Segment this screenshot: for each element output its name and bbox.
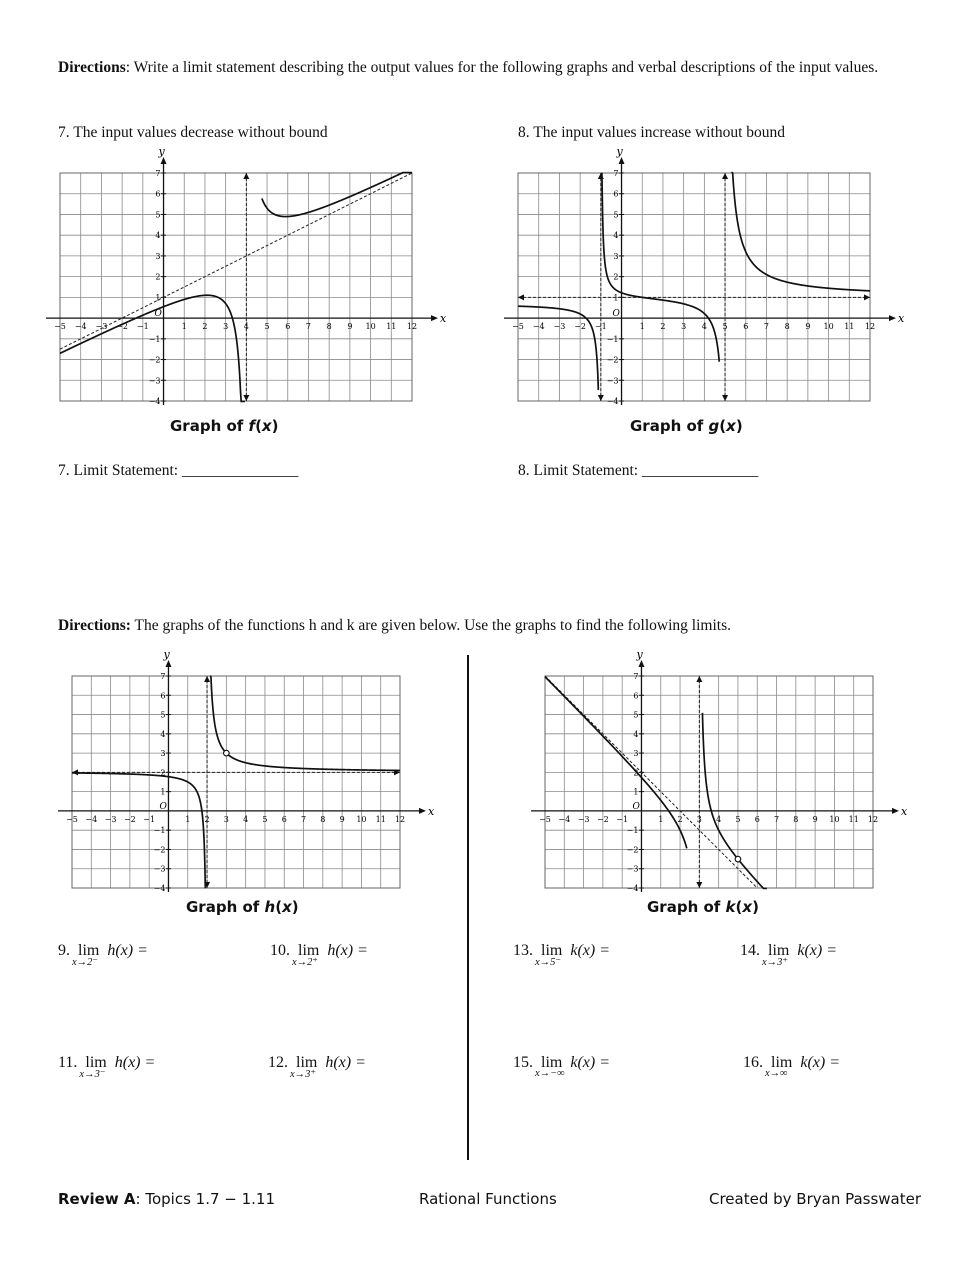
y-tick-label: 4 [613, 231, 619, 241]
limit-fn: k(x) = [800, 1054, 840, 1071]
y-tick-label: −2 [153, 845, 166, 855]
x-tick-label: −3 [95, 322, 108, 332]
graph-g-caption: Graph of g(x) [630, 417, 743, 435]
lim-word: lim [298, 942, 320, 959]
x-tick-label: 2 [677, 814, 683, 824]
x-tick-label: 12 [864, 322, 876, 332]
lim-sub: x→2⁻ [72, 957, 98, 968]
lim-sub: x→2⁺ [292, 957, 318, 968]
x-tick-label: 12 [394, 814, 406, 824]
y-axis-arrow [638, 660, 644, 667]
y-tick-label: 2 [155, 272, 161, 282]
caption-fn: h [264, 898, 276, 916]
limit-num: 13. [513, 942, 533, 959]
y-tick-label: 1 [613, 293, 619, 303]
y-tick-label: 6 [160, 691, 166, 701]
x-tick-label: 6 [743, 322, 749, 332]
curve-right-branch [262, 173, 412, 217]
x-tick-label: 10 [823, 322, 834, 332]
x-tick-label: −5 [66, 814, 78, 824]
caption-var: x [261, 417, 272, 435]
y-tick-label: 5 [613, 210, 619, 220]
vertical-asymptote-arrow [696, 882, 702, 888]
y-axis-label: y [616, 145, 623, 158]
grid-border [60, 173, 412, 401]
limit-question-13[interactable] [513, 942, 610, 968]
x-axis-arrow [892, 808, 899, 814]
y-tick-label: −4 [148, 397, 161, 406]
y-tick-label: 5 [160, 710, 166, 720]
slant-asymptote [545, 676, 757, 888]
vertical-asymptote-right-arrow [722, 173, 728, 179]
curve-left-branch [60, 295, 245, 401]
x-tick-label: −3 [577, 814, 590, 824]
limit-question-12[interactable] [268, 1054, 366, 1080]
x-tick-label: −3 [104, 814, 117, 824]
x-tick-label: 1 [658, 814, 664, 824]
x-axis-arrow [889, 315, 896, 321]
y-tick-label: 5 [155, 210, 161, 220]
x-axis-arrow [419, 808, 426, 814]
y-tick-label: −4 [626, 884, 639, 893]
y-tick-label: 3 [160, 749, 166, 759]
vertical-asymptote-arrow [696, 676, 702, 682]
origin-label: O [154, 309, 162, 320]
caption-fn: g [708, 417, 720, 435]
limit-num: 14. [740, 942, 760, 959]
x-tick-label: 12 [406, 322, 418, 332]
limit-question-11[interactable] [58, 1054, 156, 1080]
caption-var: x [726, 417, 736, 435]
x-tick-label: 8 [784, 322, 790, 332]
y-tick-label: 3 [613, 251, 619, 261]
limit-fn: k(x) = [797, 942, 837, 959]
x-tick-label: 3 [696, 814, 702, 824]
origin-label: O [159, 801, 167, 812]
vertical-asymptote-arrow [204, 676, 210, 682]
x-tick-label: 10 [365, 322, 376, 332]
lim-word: lim [296, 1054, 318, 1071]
x-tick-label: 4 [716, 814, 722, 824]
y-tick-label: 7 [633, 672, 639, 681]
x-tick-label: 2 [202, 322, 208, 332]
x-tick-label: 4 [243, 322, 249, 332]
y-tick-label: −1 [606, 334, 619, 344]
caption-text: Graph of [630, 417, 709, 435]
directions-2-label: Directions: [58, 617, 131, 634]
x-tick-label: −1 [143, 814, 156, 824]
caption-text: Graph of [186, 898, 265, 916]
y-tick-label: −3 [148, 376, 161, 386]
x-tick-label: 6 [754, 814, 760, 824]
x-tick-label: 7 [763, 322, 770, 332]
x-tick-label: 8 [793, 814, 799, 824]
directions-1-label: Directions [58, 59, 126, 76]
y-tick-label: −4 [606, 397, 619, 406]
x-tick-label: 5 [735, 814, 741, 824]
x-axis-label: x [440, 312, 447, 326]
y-axis-label: y [163, 648, 170, 661]
y-axis-label: y [158, 145, 165, 158]
y-tick-label: −1 [148, 334, 161, 344]
lim-sub: x→5⁻ [535, 957, 561, 968]
hole-point [224, 750, 230, 756]
limit-fn: h(x) = [327, 942, 368, 959]
x-tick-label: −2 [574, 322, 587, 332]
y-tick-label: 6 [613, 189, 619, 199]
directions-1-text: : Write a limit statement describing the output values for the following graphs and verbal descriptions of the input values. [125, 59, 879, 76]
curve-right-branch [210, 676, 400, 771]
x-tick-label: 9 [812, 814, 818, 824]
lim-word: lim [541, 942, 563, 959]
limit-fn: h(x) = [325, 1054, 366, 1071]
x-tick-label: −5 [539, 814, 551, 824]
x-tick-label: −2 [123, 814, 136, 824]
lim-word: lim [85, 1054, 107, 1071]
lim-word: lim [771, 1054, 793, 1071]
caption-fn: k [725, 898, 736, 916]
limit-fn: k(x) = [570, 942, 610, 959]
y-axis-arrow [619, 157, 625, 164]
x-tick-label: 6 [285, 322, 291, 332]
x-tick-label: −4 [85, 814, 98, 824]
x-tick-label: 1 [181, 322, 187, 332]
x-tick-label: 11 [375, 814, 386, 824]
x-tick-label: −4 [74, 322, 87, 332]
y-tick-label: −1 [626, 826, 639, 836]
graph-k [525, 648, 915, 893]
y-tick-label: −1 [153, 826, 166, 836]
vertical-asymptote-right-arrow [722, 395, 728, 401]
x-tick-label: 3 [223, 322, 229, 332]
x-tick-label: 4 [701, 322, 707, 332]
vertical-asymptote-left-arrow [598, 173, 604, 179]
footer-left-rest: : Topics 1.7 − 1.11 [135, 1190, 276, 1208]
limit-num: 12. [268, 1054, 288, 1071]
limit-num: 16. [743, 1054, 763, 1071]
caption-var: x [282, 898, 292, 916]
lim-word: lim [541, 1054, 563, 1071]
x-tick-label: 5 [722, 322, 728, 332]
x-tick-label: 6 [281, 814, 287, 824]
limit-num: 11. [58, 1054, 78, 1071]
caption-text: Graph of [647, 898, 726, 916]
limit-fn: h(x) = [107, 942, 148, 959]
horizontal-asymptote-arrow [864, 294, 870, 300]
x-tick-label: 7 [773, 814, 780, 824]
x-tick-label: −2 [596, 814, 609, 824]
footer-center: Rational Functions [419, 1190, 557, 1208]
x-tick-label: 11 [386, 322, 397, 332]
x-tick-label: 1 [185, 814, 191, 824]
y-tick-label: 1 [160, 787, 166, 797]
lim-word: lim [78, 942, 100, 959]
caption-fn: f [248, 417, 256, 435]
graph-h [52, 648, 442, 893]
x-tick-label: 9 [805, 322, 811, 332]
directions-1 [58, 57, 928, 79]
limit-num: 10. [270, 942, 290, 959]
y-tick-label: −2 [606, 355, 619, 365]
caption-text: Graph of [170, 417, 249, 435]
q7-statement[interactable]: 7. Limit Statement: _______________ [58, 462, 299, 479]
y-tick-label: 1 [155, 293, 161, 303]
limit-question-10[interactable] [270, 942, 368, 968]
x-tick-label: −1 [594, 322, 607, 332]
x-tick-label: 5 [264, 322, 270, 332]
limit-num: 9. [58, 942, 70, 959]
x-tick-label: −3 [553, 322, 566, 332]
limit-question-15[interactable] [513, 1054, 610, 1079]
x-tick-label: 5 [262, 814, 268, 824]
hole-point [735, 856, 741, 862]
y-tick-label: −2 [626, 845, 639, 855]
graph-k-caption: Graph of k(x) [647, 898, 759, 916]
y-axis-arrow [161, 157, 167, 164]
y-tick-label: 7 [160, 672, 166, 681]
q8-statement[interactable]: 8. Limit Statement: _______________ [518, 462, 759, 479]
curve-left-branch [72, 773, 205, 888]
horizontal-asymptote-arrow [518, 294, 524, 300]
vertical-asymptote-arrow [243, 395, 249, 401]
grid-border [545, 676, 873, 888]
x-tick-label: 8 [326, 322, 332, 332]
lim-sub: x→3⁺ [290, 1069, 316, 1080]
column-divider [467, 655, 469, 1160]
graph-h-caption: Graph of h(x) [186, 898, 299, 916]
y-tick-label: 4 [633, 729, 639, 739]
y-tick-label: −3 [626, 864, 639, 874]
y-tick-label: 2 [613, 272, 619, 282]
footer-left [58, 1190, 275, 1208]
lim-sub: x→3⁻ [79, 1069, 106, 1080]
x-tick-label: 10 [356, 814, 367, 824]
x-tick-label: 2 [660, 322, 666, 332]
y-tick-label: −4 [153, 884, 166, 893]
x-tick-label: 9 [339, 814, 345, 824]
footer-right: Created by Bryan Passwater [709, 1190, 922, 1208]
y-axis-arrow [165, 660, 171, 667]
curve-middle-branch [602, 173, 719, 362]
q8-prompt: 8. The input values increase without bound [518, 124, 786, 141]
limit-question-14[interactable] [740, 942, 837, 968]
x-tick-label: −5 [54, 322, 66, 332]
directions-2 [58, 615, 928, 637]
y-tick-label: 7 [155, 169, 161, 178]
x-axis-label: x [428, 804, 435, 818]
x-tick-label: 1 [639, 322, 645, 332]
x-tick-label: −1 [136, 322, 149, 332]
limit-num: 15. [513, 1054, 533, 1071]
y-tick-label: 2 [160, 768, 166, 778]
x-tick-label: −5 [512, 322, 524, 332]
limit-fn: h(x) = [114, 1054, 156, 1071]
slant-asymptote [60, 173, 412, 349]
x-tick-label: 9 [347, 322, 353, 332]
lim-word: lim [768, 942, 790, 959]
y-tick-label: 5 [633, 710, 639, 720]
x-tick-label: 7 [300, 814, 307, 824]
x-tick-label: 12 [867, 814, 879, 824]
limit-question-9[interactable] [58, 942, 148, 968]
y-tick-label: 1 [633, 787, 639, 797]
y-tick-label: −3 [153, 864, 166, 874]
vertical-asymptote-arrow [243, 173, 249, 179]
q7-prompt: 7. The input values decrease without bound [58, 124, 328, 141]
limit-question-16[interactable] [743, 1054, 840, 1079]
y-axis-label: y [636, 648, 643, 661]
x-axis-label: x [901, 804, 908, 818]
x-tick-label: 3 [223, 814, 229, 824]
y-tick-label: 3 [155, 251, 161, 261]
x-axis-label: x [898, 312, 905, 326]
x-tick-label: 7 [305, 322, 312, 332]
x-axis-arrow [431, 315, 438, 321]
origin-label: O [612, 309, 620, 320]
graph-f-caption: Graph of f(x) [170, 417, 279, 435]
x-tick-label: −4 [532, 322, 545, 332]
x-tick-label: 4 [243, 814, 249, 824]
y-tick-label: 7 [613, 169, 619, 178]
grid-border [72, 676, 400, 888]
limit-fn: k(x) = [570, 1054, 610, 1071]
graph-g [498, 145, 908, 415]
footer-left-bold: Review A [58, 1190, 136, 1208]
y-tick-label: −2 [148, 355, 161, 365]
x-tick-label: 11 [844, 322, 855, 332]
x-tick-label: −2 [116, 322, 129, 332]
lim-sub: x→−∞ [535, 1068, 565, 1079]
y-tick-label: 4 [160, 729, 166, 739]
graph-f [40, 145, 450, 415]
x-tick-label: 2 [204, 814, 210, 824]
x-tick-label: 10 [829, 814, 840, 824]
directions-2-text: The graphs of the functions h and k are given below. Use the graphs to find the following limits. [130, 617, 731, 634]
vertical-asymptote-left-arrow [598, 395, 604, 401]
y-tick-label: 2 [633, 768, 639, 778]
caption-var: x [742, 898, 753, 916]
y-tick-label: −3 [606, 376, 619, 386]
y-tick-label: 4 [155, 231, 161, 241]
x-tick-label: −4 [558, 814, 571, 824]
origin-label: O [632, 801, 640, 812]
x-tick-label: 8 [320, 814, 326, 824]
y-tick-label: 3 [633, 749, 639, 759]
y-tick-label: 6 [633, 691, 639, 701]
x-tick-label: −1 [616, 814, 629, 824]
lim-sub: x→3⁺ [762, 957, 788, 968]
x-tick-label: 11 [848, 814, 859, 824]
x-tick-label: 3 [681, 322, 687, 332]
y-tick-label: 6 [155, 189, 161, 199]
lim-sub: x→∞ [765, 1068, 788, 1079]
